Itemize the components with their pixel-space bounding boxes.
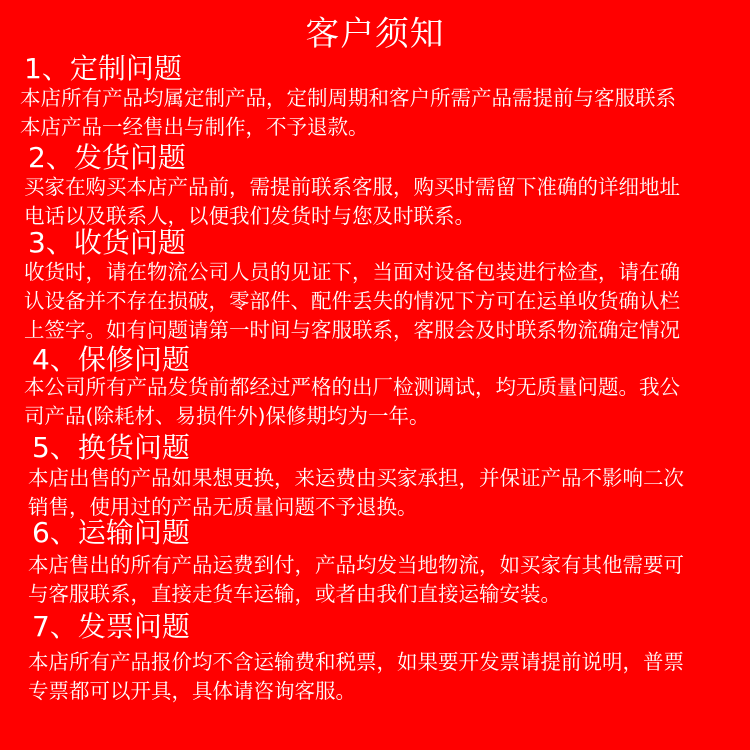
section-line: 买家在购买本店产品前，需提前联系客服，购买时需留下准确的详细地址 <box>24 175 680 199</box>
section-body-warranty <box>24 373 680 431</box>
section-line: 本店售出的所有产品运费到付，产品均发当地物流，如买家有其他需要可 <box>28 553 684 577</box>
section-body-exchange <box>28 464 684 522</box>
page-title: 客户须知 <box>305 14 445 53</box>
section-line: 司产品(除耗材、易损件外)保修期均为一年。 <box>24 404 430 428</box>
section-heading-warranty: 4、保修问题 <box>32 343 190 376</box>
section-body-shipping <box>24 173 680 231</box>
section-heading-transport: 6、运输问题 <box>32 516 190 549</box>
section-body-receiving <box>24 258 680 345</box>
section-line: 销售，使用过的产品无质量问题不予退换。 <box>28 495 418 519</box>
section-heading-invoice: 7、发票问题 <box>32 610 190 643</box>
section-line: 电话以及联系人，以便我们发货时与您及时联系。 <box>24 204 475 228</box>
section-heading-customization: 1、定制问题 <box>24 52 182 85</box>
section-body-transport <box>28 551 684 609</box>
section-line: 本店所有产品报价均不含运输费和税票，如果要开发票请提前说明，普票 <box>28 650 684 674</box>
section-line: 本公司所有产品发货前都经过严格的出厂检测调试，均无质量问题。我公 <box>24 375 680 399</box>
section-heading-receiving: 3、收货问题 <box>28 226 186 259</box>
section-body-customization <box>20 84 676 142</box>
section-line: 与客服联系，直接走货车运输，或者由我们直接运输安装。 <box>28 582 561 606</box>
section-line: 本店产品一经售出与制作，不予退款。 <box>20 115 369 139</box>
section-line: 专票都可以开具，具体请咨询客服。 <box>28 679 356 703</box>
section-heading-exchange: 5、换货问题 <box>32 431 190 464</box>
section-line: 本店所有产品均属定制产品，定制周期和客户所需产品需提前与客服联系 <box>20 86 676 110</box>
section-body-invoice <box>28 648 684 706</box>
section-heading-shipping: 2、发货问题 <box>28 141 186 174</box>
section-line: 上签字。如有问题请第一时间与客服联系，客服会及时联系物流确定情况 <box>24 318 680 342</box>
section-line: 收货时，请在物流公司人员的见证下，当面对设备包装进行检查，请在确 <box>24 260 680 284</box>
section-line: 本店出售的产品如果想更换，来运费由买家承担，并保证产品不影响二次 <box>28 466 684 490</box>
section-line: 认设备并不存在损破，零部件、配件丢失的情况下方可在运单收货确认栏 <box>24 289 680 313</box>
